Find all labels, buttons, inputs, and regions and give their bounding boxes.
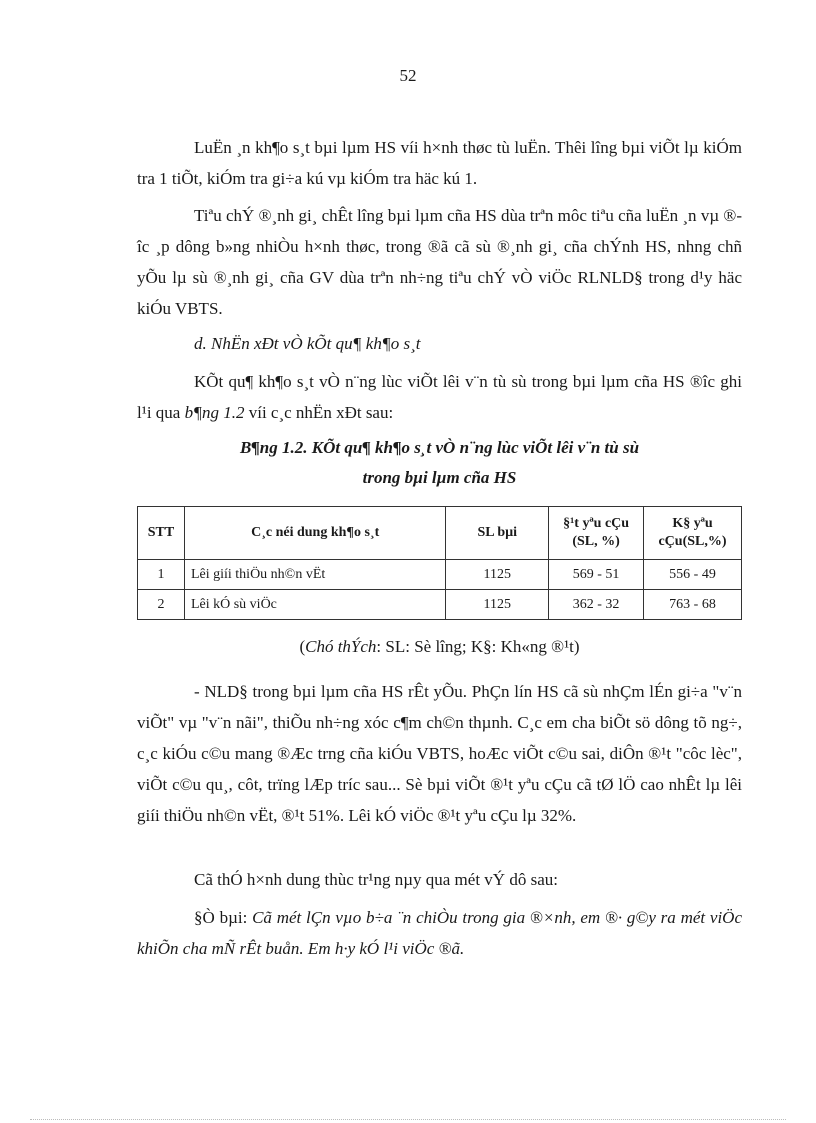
- survey-results-table: [137, 506, 742, 620]
- cell-count: 1125: [446, 560, 549, 590]
- cell-pass: 362 - 32: [549, 590, 644, 620]
- header-fail-line2: cÇu(SL,%): [658, 534, 727, 549]
- cell-stt: 2: [138, 590, 185, 620]
- paragraph-example-intro: Cã thÓ h×nh dung thùc tr¹ng nµy qua mét vÝ dô sau:: [194, 870, 558, 889]
- header-pass-line1: §¹t yªu cÇu: [563, 516, 630, 531]
- table-reference: b¶ng 1.2: [184, 403, 245, 422]
- table-note-text: : SL: Sè lîng; K§: Kh«ng ®¹t): [376, 637, 580, 656]
- table-header-row: [138, 507, 742, 560]
- header-stt: STT: [138, 507, 185, 560]
- cell-fail: 556 - 49: [644, 560, 742, 590]
- table-row: [138, 590, 742, 620]
- paragraph-assessment: - NLD§ trong bµi lµm cña HS rÊt yÕu. PhÇn lín HS cã sù nhÇm lÉn gi÷a "v¨n viÕt" vµ "v¨n nãi", thiÕu nh÷ng xóc c¶m ch©n thµnh. C¸c em cha biÕt sö dông tõ ng÷, c¸c kiÓu c©u mang ®Æc trng cña kiÓu VBTS, hoÆc viÕt c©u sai, diÔn ®¹t "côc lèc", viÕt c©u qu¸, côt, trïng lÆp tríc sau... Sè bµi viÕt ®¹t yªu cÇu cã tØ lÖ cao nhÊt lµ lêi giíi thiÖu nh©n vËt, ®¹t 51%. Lêi kÓ viÖc ®¹t yªu cÇu lµ 32%.: [137, 682, 742, 825]
- header-pass-line2: (SL, %): [572, 534, 620, 549]
- cell-content: Lêi kÓ sù viÖc: [184, 590, 445, 620]
- table-note-label: Chó thÝch: [305, 637, 377, 656]
- paragraph-example-prompt: [137, 902, 742, 964]
- example-prompt-label: §Ò bµi:: [194, 908, 253, 927]
- table-row: [138, 560, 742, 590]
- header-pass: [549, 507, 644, 560]
- paragraph-survey-method: LuËn ¸n kh¶o s¸t bµi lµm HS víi h×nh thøc tù luËn. Thêi lîng bµi viÕt lµ kiÓm tra 1 tiÕt, kiÓm tra gi÷a kú vµ kiÓm tra häc kú 1.: [137, 138, 742, 188]
- header-fail: [644, 507, 742, 560]
- table-caption-line2: trong bµi lµm cña HS: [362, 468, 517, 487]
- cell-pass: 569 - 51: [549, 560, 644, 590]
- table-note: [137, 637, 742, 657]
- section-heading-results: d. NhËn xÐt vÒ kÕt qu¶ kh¶o s¸t: [194, 334, 421, 353]
- paragraph-criteria: Tiªu chÝ ®¸nh gi¸ chÊt lîng bµi lµm cña HS dùa trªn môc tiªu cña luËn ¸n vµ ®îc ¸p dông b»ng nhiÒu h×nh thøc, trong ®ã cã sù ®¸nh gi¸ cña chÝnh HS, nhng chñ yÕu lµ sù ®¸nh gi¸ cña GV dùa trªn nh÷ng tiªu chÝ vÒ viÖc RLNLD§ trong d¹y häc kiÓu VBTS.: [137, 206, 742, 318]
- paragraph-results-tail: víi c¸c nhËn xÐt sau:: [244, 403, 394, 422]
- header-count: SL bµi: [446, 507, 549, 560]
- cell-fail: 763 - 68: [644, 590, 742, 620]
- cell-stt: 1: [138, 560, 185, 590]
- cell-content: Lêi giíi thiÖu nh©n vËt: [184, 560, 445, 590]
- table-caption-line1: B¶ng 1.2. KÕt qu¶ kh¶o s¸t vÒ n¨ng lùc viÕt lêi v¨n tù sù: [239, 438, 640, 457]
- cell-count: 1125: [446, 590, 549, 620]
- footer-divider: [30, 1119, 786, 1120]
- header-fail-line1: K§ yªu: [672, 516, 713, 531]
- table-note-open: (: [299, 637, 306, 656]
- example-prompt-text: Cã mét lÇn vµo b÷a ¨n chiÒu trong gia ®×nh, em ®· g©y ra mét viÖc khiÕn cha mÑ rÊt buån. Em h·y kÓ l¹i viÖc ®ã.: [137, 908, 742, 958]
- paragraph-results-text: KÕt qu¶ kh¶o s¸t vÒ n¨ng lùc viÕt lêi v¨n tù sù trong bµi lµm cña HS ®îc ghi l¹i qua: [137, 372, 742, 422]
- header-content: C¸c néi dung kh¶o s¸t: [184, 507, 445, 560]
- paragraph-results-intro: [137, 366, 742, 428]
- page-number: 52: [399, 66, 417, 85]
